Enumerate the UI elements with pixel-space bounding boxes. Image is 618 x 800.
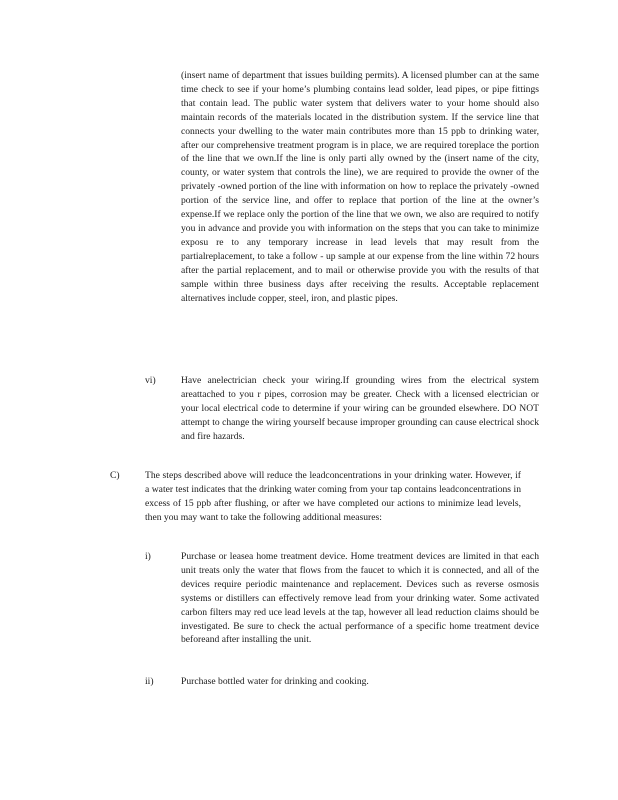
list-marker-ii: ii) (145, 676, 154, 687)
section-marker-c: C) (110, 470, 120, 481)
list-item-text: Have anelectrician check your wiring.If grounding wires from the electrical system areattached to you r pipes, corrosion may be greater. Check with a licensed electrician or your local electrical code to determine if your wiring can be grounded elsewhere. DO NOT attempt to change the wiring yourself because improper grounding can cause electrical shock and fire hazards. (181, 375, 539, 442)
list-item-vi (181, 374, 539, 444)
section-text: The steps described above will reduce the leadconcentrations in your drinking water. However, if a water test indicates that the drinking water coming from your tap contains leadconcentrations in excess of 15 ppb after flushing, or after we have completed our actions to minimize lead levels, then you may want to take the following additional measures: (145, 470, 521, 523)
list-item-ii (181, 675, 539, 689)
list-marker-i: i) (145, 551, 151, 562)
list-marker-vi: vi) (145, 375, 156, 386)
paragraph-text: (insert name of department that issues building permits). A licensed plumber can at the same time check to see if your home’s plumbing contains lead solder, lead pipes, or pipe fittings that contain lead. The public water system that delivers water to your home should also maintain records of the materials located in the distribution system. If the service line that connects your dwelling to the water main contributes more than 15 ppb to drinking water, after our comprehensive treatment program is in place, we are required toreplace the portion of the line that we own.If the line is only parti ally owned by the (insert name of the city, county, or water system that controls the line), we are required to provide the owner of the privately -owned portion of the line with information on how to replace the privately -owned portion of the service line, and offer to replace that portion of the line at the owner’s expense.If we replace only the portion of the line that we own, we also are required to notify you in advance and provide you with information on the steps that you can take to minimize exposu re to any temporary increase in lead levels that may result from the partialreplacement, to take a follow - up sample at our expense from the line within 72 hours after the partial replacement, and to mail or otherwise provide you with the results of that sample within three business days after receiving the results. Acceptable replacement alternatives include copper, steel, iron, and plastic pipes. (181, 70, 539, 304)
paragraph-continued (181, 69, 539, 305)
list-item-text: Purchase bottled water for drinking and cooking. (181, 676, 369, 687)
section-c-paragraph (145, 469, 521, 525)
list-item-text: Purchase or leasea home treatment device. Home treatment devices are limited in that each unit treats only the water that flows from the faucet to which it is connected, and all of the devices require periodic maintenance and replacement. Devices such as reverse osmosis systems or distillers can effectively remove lead from your drinking water. Some activated carbon filters may red uce lead levels at the tap, however all lead reduction claims should be investigated. Be sure to check the actual performance of a specific home treatment device beforeand after installing the unit. (181, 551, 539, 646)
list-item-i (181, 550, 539, 647)
